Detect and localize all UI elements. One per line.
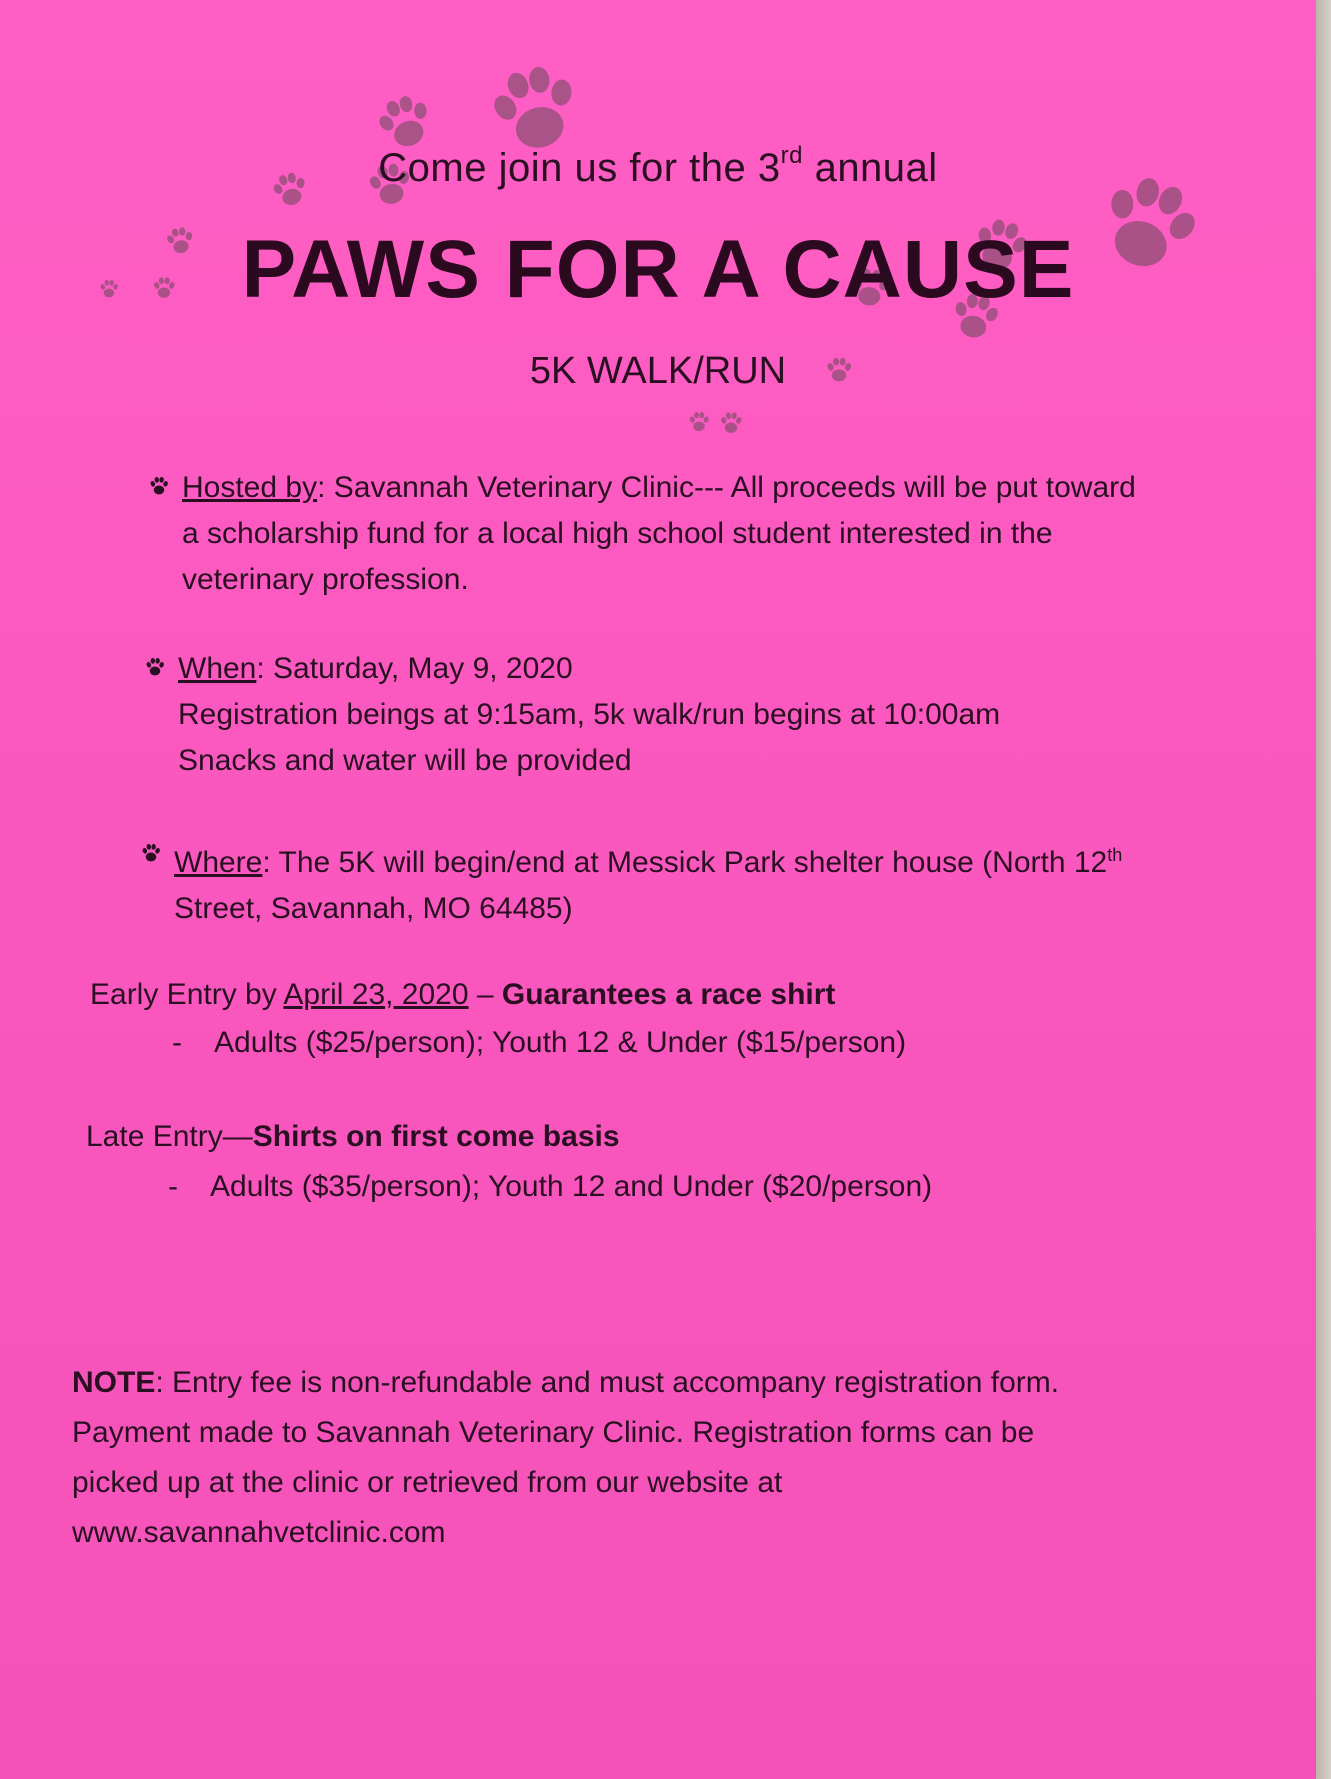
when-text: Registration beings at 9:15am, 5k walk/run begins at 10:00am: [178, 698, 1001, 731]
dash-marker: -: [172, 1026, 182, 1059]
intro-text: Come join us for the 3: [378, 146, 781, 190]
late-entry-heading: [86, 1120, 620, 1154]
hosted-text: veterinary profession.: [182, 563, 469, 596]
early-entry-price-text: Adults ($25/person); Youth 12 & Under ($15/person): [214, 1026, 907, 1059]
where-label: Where: [174, 846, 263, 879]
late-entry-price-text: Adults ($35/person); Youth 12 and Under ($20/person): [210, 1170, 933, 1203]
early-entry-date: April 23, 2020: [283, 978, 469, 1011]
where-text: Street, Savannah, MO 64485): [174, 892, 573, 925]
paw-bullet-icon: [148, 475, 170, 497]
when-section: [178, 646, 1000, 784]
where-text: : The 5K will begin/end at Messick Park shelter house (North 12: [262, 846, 1108, 879]
late-entry-prices: [168, 1170, 932, 1204]
late-entry-prefix: Late Entry—: [86, 1120, 253, 1153]
late-entry-perk: Shirts on first come basis: [252, 1120, 620, 1153]
when-text: Snacks and water will be provided: [178, 744, 632, 777]
dash-marker: -: [168, 1170, 178, 1203]
website-link[interactable]: www.savannahvetclinic.com: [72, 1516, 446, 1549]
note-label: NOTE: [72, 1366, 156, 1399]
hosted-label: Hosted by: [182, 471, 318, 504]
paw-print-icon: [715, 410, 747, 436]
note-text: Payment made to Savannah Veterinary Clinic. Registration forms can be: [72, 1416, 1035, 1449]
intro-superscript: rd: [780, 142, 803, 169]
early-entry-perk: Guarantees a race shirt: [501, 978, 836, 1011]
note-section: [72, 1358, 1059, 1558]
hosted-text: : Savannah Veterinary Clinic--- All proceeds will be put toward: [317, 471, 1136, 504]
event-title: PAWS FOR A CAUSE: [241, 224, 1075, 315]
when-text: : Saturday, May 9, 2020: [256, 652, 573, 685]
where-section: [174, 832, 1122, 932]
hosted-text: a scholarship fund for a local high school student interested in the: [182, 517, 1053, 550]
where-superscript: th: [1107, 845, 1123, 865]
early-entry-heading: [90, 978, 835, 1012]
paw-print-icon: [684, 410, 714, 434]
paw-bullet-icon: [144, 656, 166, 678]
note-text: : Entry fee is non-refundable and must accompany registration form.: [155, 1366, 1060, 1399]
event-subtitle: 5K WALK/RUN: [529, 350, 787, 392]
early-entry-prefix: Early Entry by: [90, 978, 284, 1011]
intro-text-after: annual: [802, 146, 938, 190]
intro-line: [0, 142, 1316, 191]
note-text: picked up at the clinic or retrieved from our website at: [72, 1466, 783, 1499]
when-label: When: [178, 652, 257, 685]
paw-bullet-icon: [140, 842, 162, 864]
hosted-section: [182, 465, 1136, 603]
early-entry-separator: –: [468, 978, 502, 1011]
background-wall: [1316, 0, 1331, 1779]
early-entry-prices: [172, 1026, 906, 1060]
